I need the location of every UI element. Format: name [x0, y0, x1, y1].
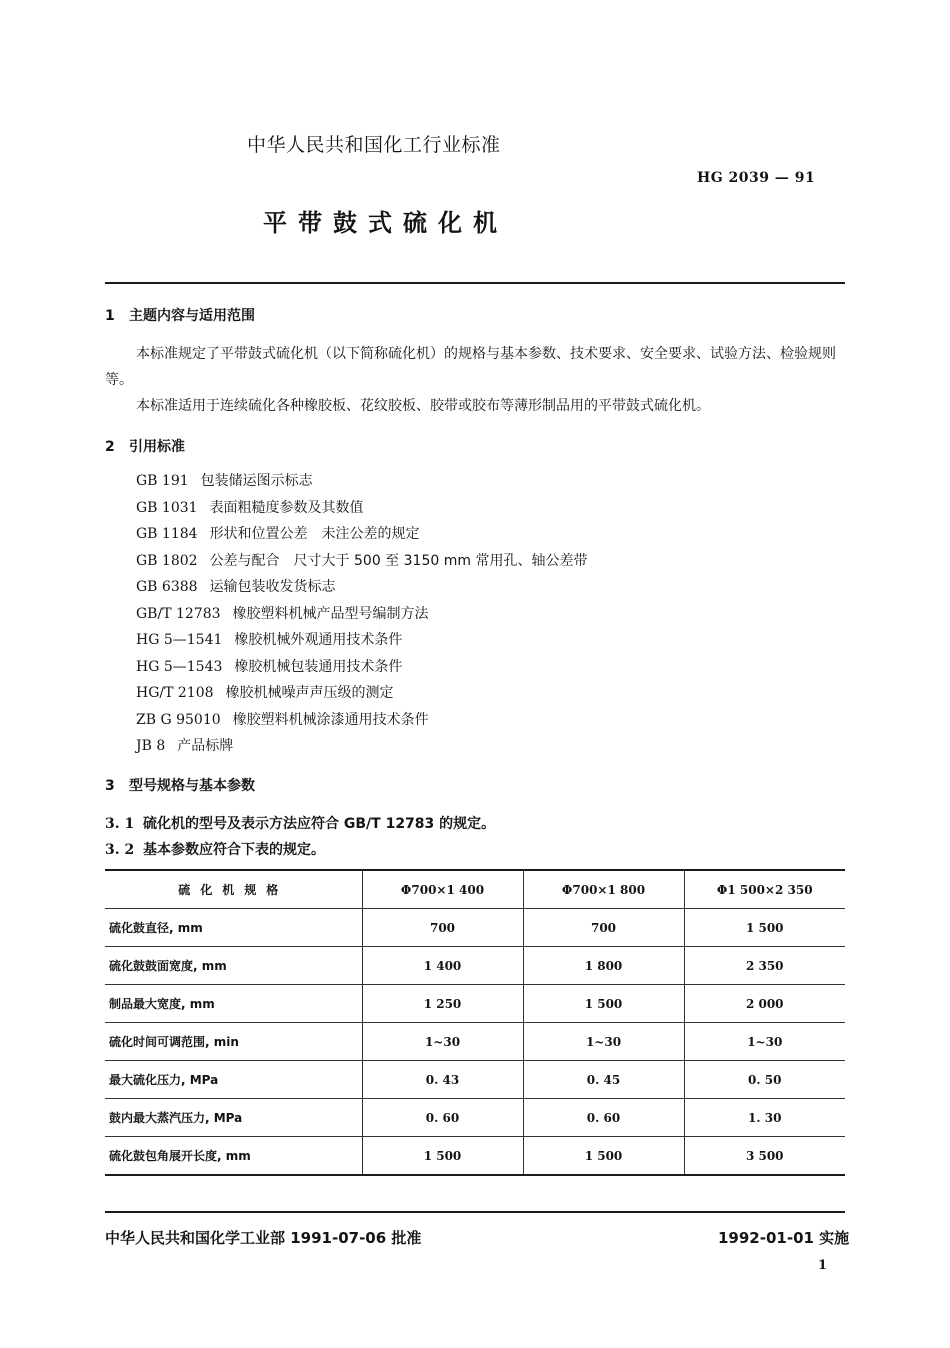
cell-value: 1~30 — [362, 1023, 523, 1061]
column-header: Φ1 500×2 350 — [684, 870, 845, 909]
cell-value: 0. 45 — [523, 1061, 684, 1099]
reference-item — [136, 521, 587, 548]
clause-number: 3. 1 — [105, 816, 135, 832]
row-label: 硫化鼓鼓面宽度, mm — [105, 947, 362, 985]
cell-value: 0. 43 — [362, 1061, 523, 1099]
clause-text: 硫化机的型号及表示方法应符合 GB/T 12783 的规定。 — [143, 816, 496, 832]
reference-code: GB 1184 — [136, 526, 198, 542]
page-number: 1 — [818, 1258, 828, 1273]
row-label: 硫化时间可调范围, min — [105, 1023, 362, 1061]
cell-value: 3 500 — [684, 1137, 845, 1176]
reference-code: HG 5—1541 — [136, 632, 223, 648]
section-1-heading — [105, 305, 255, 325]
reference-code: GB 6388 — [136, 579, 198, 595]
table-row — [105, 909, 845, 947]
paragraph: 本标准适用于连续硫化各种橡胶板、花纹胶板、胶带或胶布等薄形制品用的平带鼓式硫化机。 — [136, 398, 710, 414]
reference-name: 橡胶机械外观通用技术条件 — [234, 632, 403, 648]
reference-item — [136, 574, 587, 601]
section-number: 3 — [105, 778, 115, 794]
reference-code: GB 191 — [136, 473, 189, 489]
basic-parameters-table — [105, 869, 845, 1176]
row-label: 硫化鼓包角展开长度, mm — [105, 1137, 362, 1176]
document-title: 平带鼓式硫化机 — [263, 209, 508, 237]
reference-item — [136, 548, 587, 575]
reference-item — [136, 680, 587, 707]
reference-code: GB 1802 — [136, 552, 198, 569]
section-number: 2 — [105, 439, 115, 455]
reference-name: 产品标牌 — [177, 738, 234, 754]
reference-item — [136, 468, 587, 495]
cell-value: 0. 60 — [362, 1099, 523, 1137]
row-label: 制品最大宽度, mm — [105, 985, 362, 1023]
clause-3-1 — [105, 813, 495, 833]
top-rule — [105, 282, 845, 284]
reference-code: ZB G 95010 — [136, 711, 221, 728]
section-2-heading — [105, 436, 185, 456]
reference-code: HG 5—1543 — [136, 658, 223, 675]
clause-text: 基本参数应符合下表的规定。 — [143, 842, 325, 858]
reference-name: 表面粗糙度参数及其数值 — [209, 499, 364, 516]
reference-name: 公差与配合 尺寸大于 500 至 3150 mm 常用孔、轴公差带 — [209, 552, 588, 569]
reference-item — [136, 707, 587, 734]
cell-value: 1 400 — [362, 947, 523, 985]
table-row — [105, 985, 845, 1023]
reference-code: GB 1031 — [136, 499, 198, 516]
cell-value: 1~30 — [523, 1023, 684, 1061]
cell-value: 700 — [523, 909, 684, 947]
reference-list — [136, 468, 587, 760]
section-title: 引用标准 — [129, 439, 185, 455]
cell-value: 1 800 — [523, 947, 684, 985]
reference-name: 形状和位置公差 未注公差的规定 — [209, 526, 420, 542]
section-number: 1 — [105, 308, 115, 324]
reference-item — [136, 733, 587, 760]
cell-value: 2 350 — [684, 947, 845, 985]
reference-name: 橡胶塑料机械产品型号编制方法 — [232, 605, 429, 622]
reference-item — [136, 601, 587, 628]
row-label: 最大硫化压力, MPa — [105, 1061, 362, 1099]
reference-code: JB 8 — [136, 738, 166, 754]
row-label: 鼓内最大蒸汽压力, MPa — [105, 1099, 362, 1137]
reference-item — [136, 495, 587, 522]
reference-code: GB/T 12783 — [136, 605, 221, 622]
row-label: 硫化鼓直径, mm — [105, 909, 362, 947]
reference-name: 运输包装收发货标志 — [209, 579, 336, 595]
reference-name: 橡胶机械包装通用技术条件 — [234, 658, 403, 675]
cell-value: 700 — [362, 909, 523, 947]
cell-value: 1 500 — [684, 909, 845, 947]
reference-name: 包装储运图示标志 — [200, 473, 313, 489]
reference-item — [136, 627, 587, 654]
bottom-rule — [105, 1211, 845, 1213]
column-header: Φ700×1 800 — [523, 870, 684, 909]
reference-name: 橡胶塑料机械涂漆通用技术条件 — [232, 711, 429, 728]
reference-name: 橡胶机械噪声声压级的测定 — [225, 685, 394, 701]
table-row — [105, 1137, 845, 1176]
cell-value: 0. 50 — [684, 1061, 845, 1099]
section-3-heading — [105, 775, 255, 795]
table-row — [105, 1061, 845, 1099]
table-row — [105, 1099, 845, 1137]
standard-number: HG 2039 — 91 — [697, 170, 816, 186]
section-title: 主题内容与适用范围 — [129, 308, 255, 324]
table-header-row — [105, 870, 845, 909]
cell-value: 2 000 — [684, 985, 845, 1023]
cell-value: 1~30 — [684, 1023, 845, 1061]
table-row — [105, 947, 845, 985]
cell-value: 1. 30 — [684, 1099, 845, 1137]
cell-value: 1 500 — [523, 1137, 684, 1176]
cell-value: 1 500 — [523, 985, 684, 1023]
cell-value: 0. 60 — [523, 1099, 684, 1137]
clause-number: 3. 2 — [105, 842, 135, 858]
table-row — [105, 1023, 845, 1061]
paragraph: 本标准规定了平带鼓式硫化机（以下简称硫化机）的规格与基本参数、技术要求、安全要求、试验方法、检验规则等。 — [105, 346, 836, 388]
approval-statement: 中华人民共和国化学工业部 1991-07-06 批准 — [105, 1229, 422, 1247]
clause-3-2 — [105, 839, 325, 859]
column-header: Φ700×1 400 — [362, 870, 523, 909]
section-title: 型号规格与基本参数 — [129, 778, 255, 794]
effective-date: 1992-01-01 实施 — [718, 1229, 850, 1247]
cell-value: 1 250 — [362, 985, 523, 1023]
column-header-spec: 硫化机规格 — [105, 870, 362, 909]
standard-category-title: 中华人民共和国化工行业标准 — [247, 134, 501, 156]
section-1-body — [105, 341, 847, 419]
reference-code: HG/T 2108 — [136, 685, 214, 701]
reference-item — [136, 654, 587, 681]
cell-value: 1 500 — [362, 1137, 523, 1176]
